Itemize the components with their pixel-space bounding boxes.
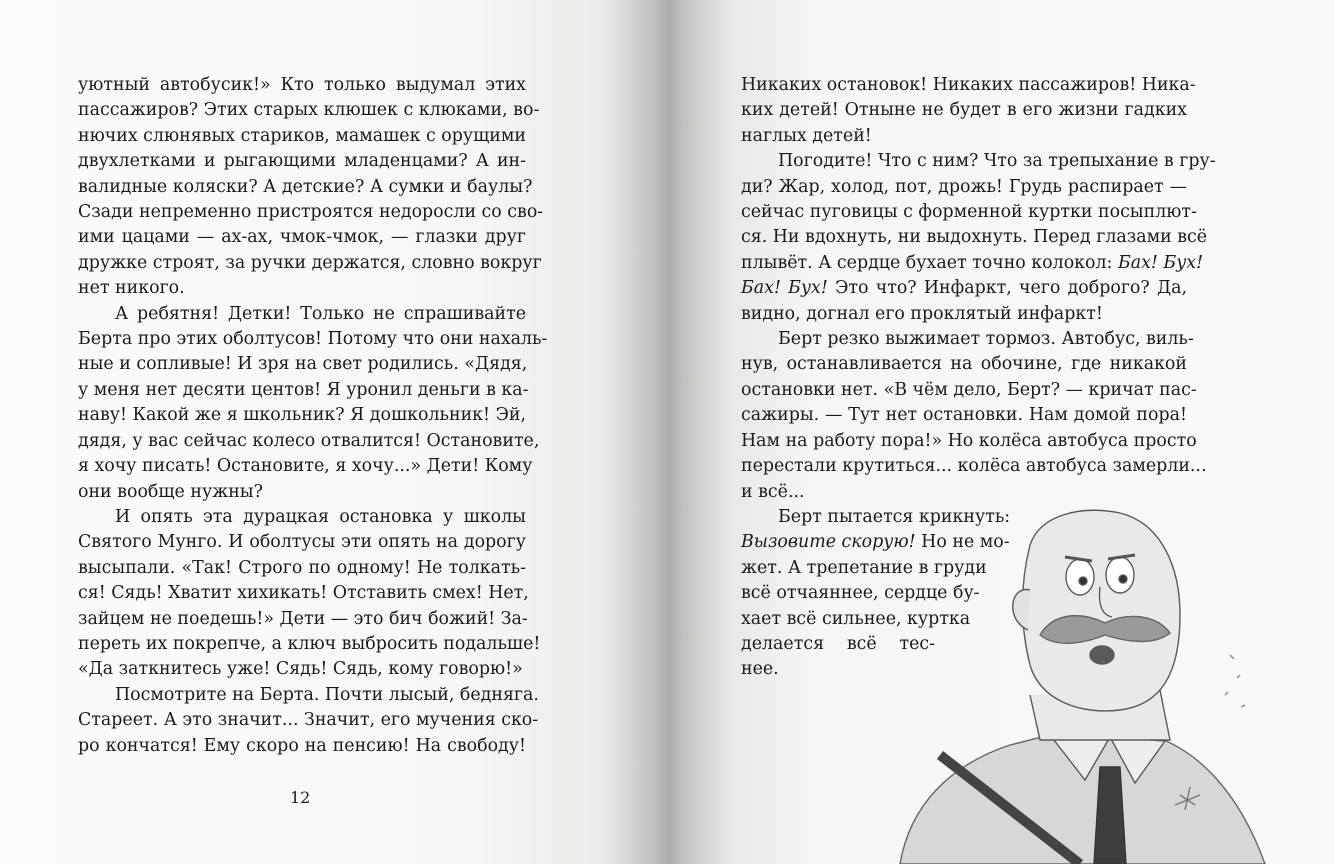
text-run: делается всё тес- (741, 634, 935, 655)
text-run: я хочу писать! Остановите, я хочу...» Дети! Кому (78, 456, 533, 477)
text-line (78, 175, 533, 200)
text-run: перестали крутиться... колёса автобуса замерли... (741, 456, 1207, 477)
text-line (78, 302, 526, 327)
text-run: Нам на работу пора!» Но колёса автобуса просто (741, 430, 1197, 451)
text-run: Погодите! Что с ним? Что за трепыхание в гру- (778, 151, 1216, 172)
bus-driver-illustration (880, 505, 1280, 864)
text-run: ких детей! Отныне не будет в его жизни гадких (741, 100, 1187, 121)
text-line (741, 378, 1197, 403)
text-run: дядя, у вас сейчас колесо отвалится! Остановите, (78, 430, 540, 451)
text-run: нючих слюнявых стариков, мамашек с орущими (78, 125, 526, 146)
text-line (741, 352, 1187, 377)
right-page-text (741, 73, 1216, 505)
italic-text: Бах! Бух! (1117, 252, 1204, 273)
text-line (78, 403, 526, 428)
text-run: Стареет. А это значит... Значит, его мучения ско- (78, 710, 539, 731)
text-line (78, 251, 542, 276)
text-line (78, 225, 526, 250)
text-run: ся. Ни вдохнуть, ни выдохнуть. Перед глазами всё (741, 227, 1208, 248)
text-line (78, 352, 526, 377)
text-line (78, 530, 526, 555)
text-run: «Да заткнитесь уже! Сядь! Сядь, кому говорю!» (78, 659, 523, 680)
text-run: и всё... (741, 481, 805, 502)
text-run: остановки нет. «В чём дело, Берт? — кричат пас- (741, 379, 1197, 400)
text-line (78, 73, 526, 98)
text-run: плывёт. А сердце бухает точно колокол: (741, 252, 1118, 273)
page-number: 12 (290, 788, 311, 807)
text-run: Это что? Инфаркт, чего доброго? Да, (827, 278, 1187, 299)
text-line (78, 429, 540, 454)
text-line (78, 480, 526, 505)
text-line (78, 708, 539, 733)
text-line (78, 200, 544, 225)
text-line (741, 98, 1187, 123)
text-line (78, 632, 541, 657)
text-run: И опять эта дурацкая остановка у школы (115, 506, 526, 527)
text-run: Посмотрите на Берта. Почти лысый, бедняга. (115, 684, 539, 705)
text-run: нее. (741, 659, 779, 680)
text-line (741, 403, 1187, 428)
text-line (78, 149, 526, 174)
text-line (741, 327, 1194, 352)
text-line (78, 276, 526, 301)
text-line (741, 149, 1216, 174)
text-run: наву! Какой же я школьник? Я дошкольник! Эй, (78, 405, 526, 426)
text-line (741, 302, 1187, 327)
text-run: ся! Сядь! Хватит хихикать! Отставить смех! Нет, (78, 583, 529, 604)
text-run: Сзади непременно пристроятся недоросли со сво- (78, 202, 544, 223)
text-run: ими цацами — ах-ах, чмок-чмок, — глазки друг (78, 227, 526, 248)
text-run: нув, останавливается на обочине, где никакой (741, 354, 1187, 375)
left-page-text (78, 73, 548, 759)
text-line (741, 429, 1197, 454)
text-run: двухлетками и рыгающими младенцами? А ин- (78, 151, 526, 172)
text-run: Никаких остановок! Никаких пассажиров! Ника- (741, 75, 1196, 95)
text-run: А ребятня! Детки! Только не спрашивайте (115, 303, 526, 324)
text-line (741, 200, 1197, 225)
text-run: Берта про этих оболтусов! Потому что они нахаль- (78, 329, 548, 350)
text-run: ро кончатся! Ему скоро на пенсию! На свободу! (78, 735, 526, 756)
text-run: Но не мо- (915, 532, 1010, 553)
italic-text: Бах! Бух! (741, 278, 828, 299)
book-gutter (600, 0, 735, 864)
text-run: дружке строят, за ручки держатся, словно вокруг (78, 252, 542, 273)
text-run: высыпали. «Так! Строго по одному! Не толкать- (78, 557, 526, 578)
text-run: они вообще нужны? (78, 481, 263, 502)
text-line (78, 327, 548, 352)
text-run: Берт резко выжимает тормоз. Автобус, виль- (778, 329, 1194, 350)
text-run: сажиры. — Тут нет остановки. Нам домой пора! (741, 405, 1187, 426)
text-line (78, 378, 529, 403)
text-line (78, 683, 539, 708)
text-line (78, 505, 526, 530)
text-line (741, 276, 1187, 301)
text-line (78, 581, 529, 606)
text-run: валидные коляски? А детские? А сумки и баулы? (78, 176, 533, 197)
text-run: ные и сопливые! И зря на свет родились. «Дядя, (78, 354, 528, 375)
text-run: видно, догнал его проклятый инфаркт! (741, 303, 1103, 324)
text-run: Берт пытается крикнуть: (778, 507, 1011, 527)
text-run: уютный автобусик!» Кто только выдумал этих (78, 75, 526, 95)
text-run: нет никого. (78, 278, 185, 299)
text-line (78, 556, 526, 581)
text-line (741, 175, 1187, 200)
text-line (741, 124, 1187, 149)
text-run: хает всё сильнее, куртка (741, 608, 971, 629)
italic-text: Вызовите скорую! (741, 532, 916, 553)
text-line (741, 480, 1187, 505)
text-run: жет. А трепетание в груди (741, 557, 987, 578)
text-run: у меня нет десяти центов! Я уронил деньги в ка- (78, 379, 529, 400)
text-line (78, 657, 526, 682)
text-line (78, 454, 533, 479)
text-run: Святого Мунго. И оболтусы эти опять на дорогу (78, 532, 526, 553)
text-run: переть их покрепче, а ключ выбросить подальше! (78, 633, 541, 654)
text-run: ди? Жар, холод, пот, дрожь! Грудь распирает — (741, 176, 1187, 197)
text-line (741, 454, 1207, 479)
text-line (78, 98, 540, 123)
text-run: всё отчаяннее, сердце бу- (741, 583, 980, 604)
text-line (741, 251, 1204, 276)
text-line (741, 73, 1196, 98)
text-run: пассажиров? Этих старых клюшек с клюками, во- (78, 100, 540, 121)
text-run: наглых детей! (741, 125, 872, 146)
text-line (78, 607, 526, 632)
text-run: сейчас пуговицы с форменной куртки посыплют- (741, 202, 1197, 223)
text-run: зайцем не поедешь!» Дети — это бич божий! За- (78, 608, 528, 629)
text-line (78, 124, 526, 149)
text-line (741, 225, 1208, 250)
text-line (78, 734, 526, 759)
